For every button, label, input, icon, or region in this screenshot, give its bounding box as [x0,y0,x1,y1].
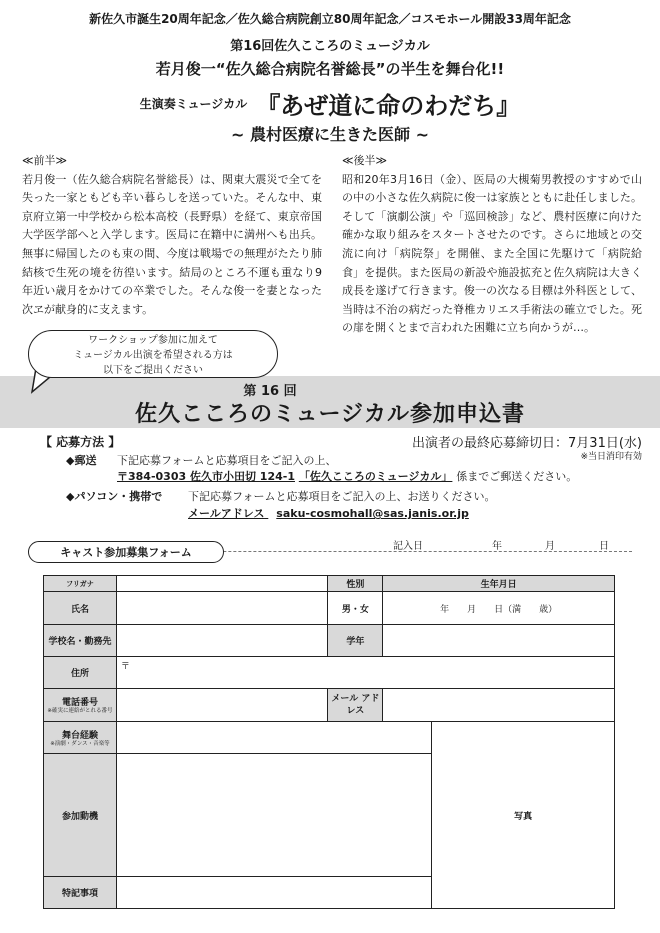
birthdate-field[interactable]: 年 月 日（満 歳） [383,592,615,625]
speech-bubble [28,330,278,378]
motivation-label: 参加動機 [44,754,117,877]
address-label: 住所 [44,657,117,689]
banner-title: 佐久こころのミュージカル参加申込書 [134,402,526,427]
pc-method-text: 下記応募フォームと応募項目をご記入の上、お送りください。 [188,490,496,503]
name-label: 氏名 [44,592,117,625]
postal-mark: 〒 [120,662,130,672]
address-line: 〒384-0303 佐久市小田切 124-1 [117,470,295,483]
phone-note: ※確実に連絡がとれる番号 [47,708,113,714]
grade-label: 学年 [328,625,383,657]
cast-form-table [43,575,615,909]
phone-label: 電話番号 ※確実に連絡がとれる番号 [44,689,117,722]
story-first-half [22,152,322,319]
stage-field[interactable] [116,722,431,754]
furigana-field[interactable] [116,576,328,592]
title-main: 『あぜ道に命のわだち』 [256,92,521,120]
motivation-field[interactable] [116,754,431,877]
form-label: キャスト参加募集フォーム [28,541,224,563]
bubble-line-1: ワークショップ参加に加えて [88,335,218,346]
mail-method-text: 下記応募フォームと応募項目をご記入の上、 [117,454,337,467]
bubble-line-3: 以下をご提出ください [103,365,203,376]
application-heading: 【 応募方法 】 [40,435,121,449]
photo-box[interactable]: 写真 [432,722,615,909]
first-half-text: 若月俊一（佐久総合病院名誉総長）は、関東大震災で全てを失った一家ともども辛い暮らしを送っていた。そんな中、東京府立第一中学校から松本高校（長野県）を経て、東京帝国大学医学部へと入学します。医局に在籍中に満州へも出兵。無事に帰国したのも束の間、今度は戦場での無理がたたり肺結核で生死の境を彷徨います。結局のところ不運も重なり9年近い歳月をかけての卒業でした。そんな俊一を妻となった次ヱが献身的に支えます。 [22,172,322,316]
bubble-line-2: ミュージカル出演を希望される方は [73,350,233,361]
school-label: 学校名・勤務先 [44,625,117,657]
stage-label: 舞台経験 ※演劇・ダンス・音楽等 [44,722,117,754]
email-address[interactable] [188,505,469,521]
subtitle: ~ 農村医療に生きた医師 ~ [231,125,429,144]
deadline: 出演者の最終応募締切日：7月31日(水) [412,436,642,451]
mail-method-label: ◆郵送 [66,454,97,467]
pc-method-label: ◆パソコン・携帯で [66,490,163,503]
school-field[interactable] [116,625,328,657]
musical-title [0,86,660,122]
first-half-tag: ≪前半≫ [22,154,68,167]
address-field[interactable] [116,657,614,689]
notes-label: 特記事項 [44,877,117,909]
second-half-text: 昭和20年3月16日（金）、医局の大槻菊男教授のすすめで山の中の小さな佐久病院に俊一は家族とともに赴任しました。そして「演劇公演」や「巡回検診」など、農村医療に向けた確かな取り組みをスタートさせたのです。さらに地域との交流に向け「病院祭」を開催、また全国に先駆けて「病院給食」を提供。また医局の新設や施設拡充と佐久病院は大きく成長を遂げて行きます。俊一の次なる目標は外科医として、当時は不治の病だった脊椎カリエス手術法の確立でした。死の扉を開くとまで言われた困難に立ち向かうが…。 [342,172,642,335]
stage-note: ※演劇・ダンス・音楽等 [50,740,110,747]
gender-options[interactable]: 男・女 [328,592,383,625]
grade-field[interactable] [383,625,615,657]
phone-field[interactable] [116,689,328,722]
notes-field[interactable] [116,877,431,909]
address-recipient: 「佐久こころのミュージカル」 [298,470,453,483]
postmark-note: ※当日消印有効 [580,452,642,462]
entry-date-label: 記入日 [393,541,423,552]
furigana-label: フリガナ [44,576,117,592]
birthdate-label: 生年月日 [383,576,615,592]
mailing-address [117,468,577,484]
story-second-half [342,152,642,338]
mail-label: メール アドレス [328,689,383,722]
entry-month: 月 [545,541,555,552]
gender-label: 性別 [328,576,383,592]
entry-year: 年 [492,541,502,552]
entry-day: 日 [599,541,609,552]
title-prefix: 生演奏ミュージカル [139,97,248,111]
email-label: メールアドレス [188,507,265,520]
email-value: saku-cosmohall@sas.janis.or.jp [276,507,469,520]
address-suffix: 係までご郵送ください。 [456,470,578,483]
banner-number: 第 16 回 [243,384,297,399]
name-field[interactable] [116,592,328,625]
second-half-tag: ≪後半≫ [342,154,388,167]
tagline: 若月俊一“佐久総合病院名誉総長”の半生を舞台化!! [155,60,505,78]
series-title: 第16回佐久こころのミュージカル [230,39,430,54]
anniversary-line: 新佐久市誕生20周年記念／佐久総合病院創立80周年記念／コスモホール開設33周年記念 [89,12,571,26]
mail-field[interactable] [383,689,615,722]
